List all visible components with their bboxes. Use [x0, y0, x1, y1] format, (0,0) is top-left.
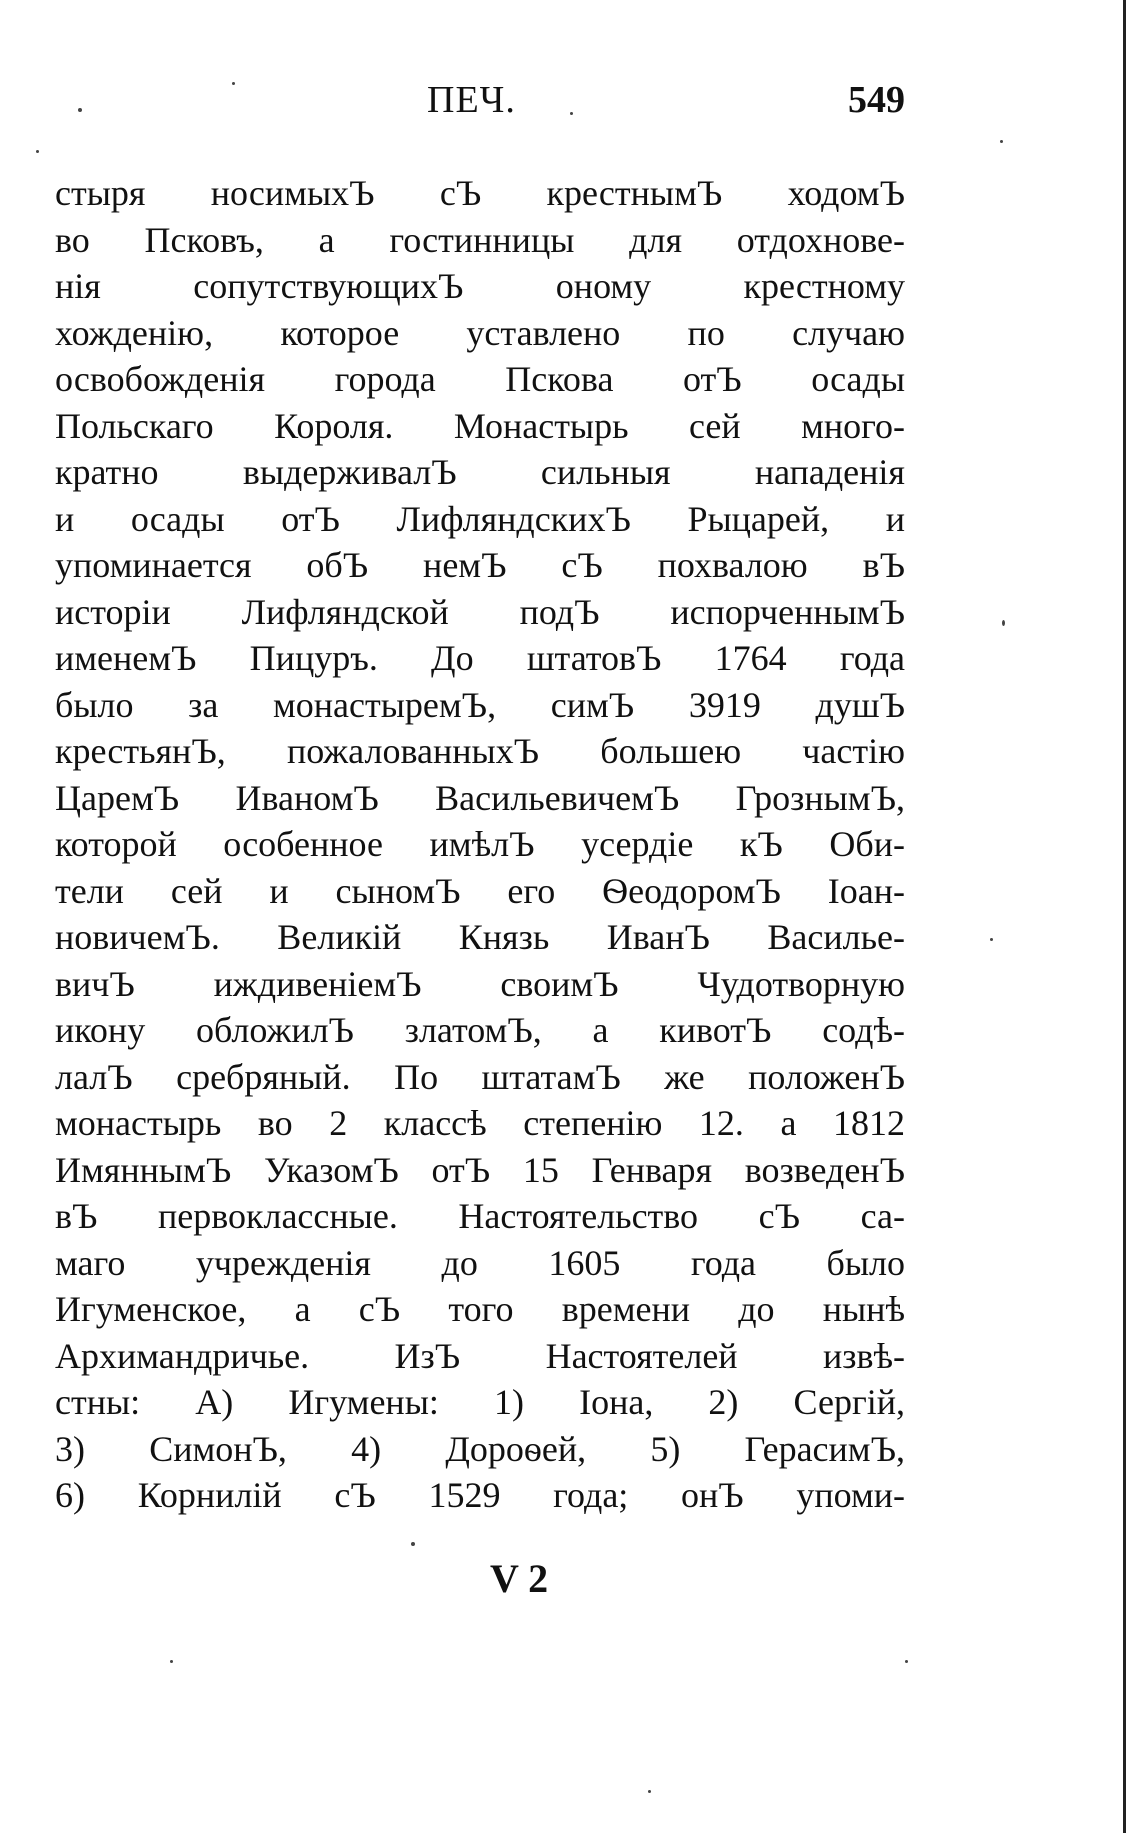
text-line: и осады отЪ ЛифляндскихЪ Рыцарей, и	[55, 498, 905, 539]
text-line: лалЪ сребряный. По штатамЪ же положенЪ	[55, 1056, 905, 1097]
running-head	[55, 78, 905, 138]
scan-speck	[1000, 140, 1003, 143]
text-line: тели сей и сыномЪ его ѲеодоромЪ Іоан-	[55, 870, 905, 911]
scan-speck	[990, 938, 993, 941]
text-line: 6) Корнилій сЪ 1529 года; онЪ упоми-	[55, 1475, 905, 1515]
text-line: икону обложилЪ златомЪ, а кивотЪ содѣ-	[55, 1010, 905, 1050]
text-line: освобожденія города Пскова отЪ осады	[55, 359, 905, 399]
running-head-title: ПЕЧ.	[427, 79, 516, 121]
scan-speck	[570, 112, 573, 115]
text-line: Игуменское, а сЪ того времени до нынѣ	[55, 1289, 905, 1329]
text-line: которой особенное имѣлЪ усердіе кЪ Оби-	[55, 824, 905, 864]
signature-mark: V 2	[490, 1556, 549, 1601]
text-line: ИмяннымЪ УказомЪ отЪ 15 Генваря возведенЪ	[55, 1149, 905, 1190]
text-line: было за монастыремЪ, симЪ 3919 душЪ	[55, 684, 905, 725]
text-line: новичемЪ. Великій Князь ИванЪ Василье-	[55, 917, 905, 957]
text-line: Польскаго Короля. Монастырь сей много-	[55, 405, 905, 446]
text-line: стны: А) Игумены: 1) Іона, 2) Сергій,	[55, 1382, 905, 1422]
scan-speck	[36, 150, 39, 153]
text-line: упоминается обЪ немЪ сЪ похвалою вЪ	[55, 545, 905, 585]
page-edge-line	[1123, 0, 1126, 1833]
text-line: хожденію, которое уставлено по случаю	[55, 312, 905, 353]
text-line: исторіи Лифляндской подЪ испорченнымЪ	[55, 591, 905, 632]
scan-speck	[78, 108, 82, 112]
text-line: Архимандричье. ИзЪ Настоятелей извѣ-	[55, 1335, 905, 1376]
scan-speck	[232, 82, 235, 85]
scan-speck	[648, 1790, 651, 1793]
scan-speck	[170, 1660, 173, 1663]
text-line: вЪ первоклассные. Настоятельство сЪ са-	[55, 1196, 905, 1236]
text-line: именемЪ Пицуръ. До штатовЪ 1764 года	[55, 638, 905, 678]
text-line: 3) СимонЪ, 4) Дороѳей, 5) ГерасимЪ,	[55, 1428, 905, 1469]
body-text	[55, 170, 905, 1519]
text-line: ЦаремЪ ИваномЪ ВасильевичемЪ ГрознымЪ,	[55, 777, 905, 818]
text-line: стыря носимыхЪ сЪ крестнымЪ ходомЪ	[55, 173, 905, 213]
scan-speck	[905, 1660, 908, 1663]
text-line: кратно выдерживалЪ сильныя нападенія	[55, 452, 905, 492]
scan-speck	[1002, 620, 1005, 626]
text-line: маго учрежденія до 1605 года было	[55, 1242, 905, 1283]
text-line: крестьянЪ, пожалованныхЪ большею частію	[55, 731, 905, 771]
text-line: вичЪ иждивеніемЪ своимЪ Чудотворную	[55, 963, 905, 1004]
text-line: нія сопутствующихЪ оному крестному	[55, 266, 905, 306]
scan-speck	[411, 1542, 415, 1546]
text-line: во Псковъ, а гостинницы для отдохнове-	[55, 219, 905, 260]
page-number: 549	[848, 79, 905, 121]
text-line: монастырь во 2 классѣ степенію 12. а 1812	[55, 1103, 905, 1143]
